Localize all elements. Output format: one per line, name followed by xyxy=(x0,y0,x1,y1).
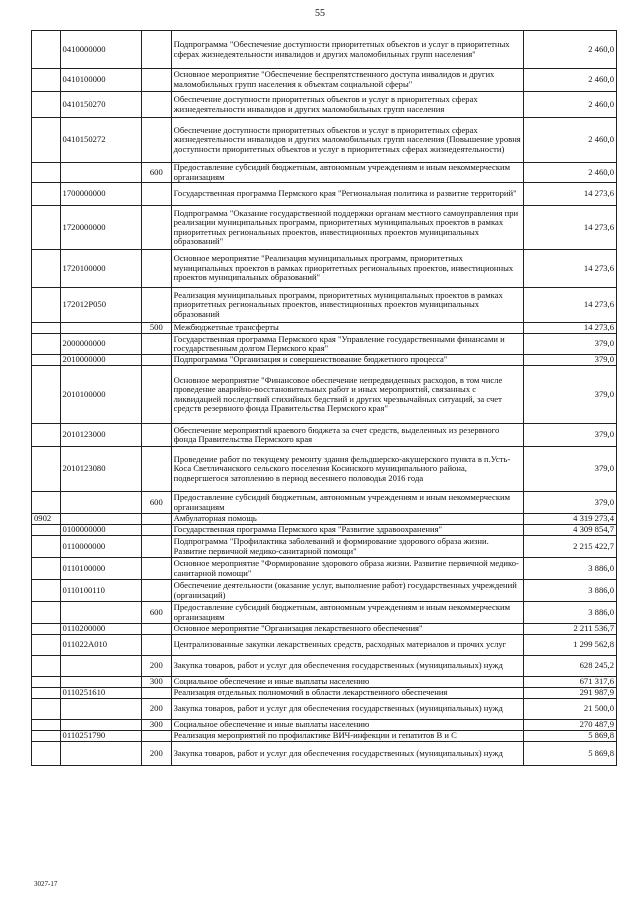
item-name-cell: Подпрограмма "Оказание государственной поддержки органам местного самоуправления при реализации муниципальных программ, приоритетных муниципальных проектов в рамках приоритетных региональных проектов, инвестиционных проектов муниципальных образований" xyxy=(171,206,523,250)
amount-cell: 2 460,0 xyxy=(523,69,616,92)
section-cell xyxy=(32,624,61,635)
section-cell xyxy=(32,366,61,424)
table-row xyxy=(32,355,617,366)
amount-cell: 3 886,0 xyxy=(523,580,616,602)
table-row xyxy=(32,602,617,624)
amount-cell: 14 273,6 xyxy=(523,183,616,206)
target-code-cell xyxy=(60,720,141,731)
expense-type-cell xyxy=(142,447,172,492)
table-row xyxy=(32,742,617,766)
table-row xyxy=(32,731,617,742)
section-cell xyxy=(32,92,61,118)
table-row xyxy=(32,514,617,525)
section-cell xyxy=(32,677,61,688)
target-code-cell: 0410000000 xyxy=(60,31,141,69)
target-code-cell: 0100000000 xyxy=(60,525,141,536)
expense-type-cell xyxy=(142,206,172,250)
table-row xyxy=(32,118,617,163)
section-cell xyxy=(32,288,61,323)
table-row xyxy=(32,69,617,92)
section-cell: 0902 xyxy=(32,514,61,525)
section-cell xyxy=(32,183,61,206)
table-row xyxy=(32,720,617,731)
item-name-cell: Предоставление субсидий бюджетным, автономным учреждениям и иным некоммерческим организациям xyxy=(171,492,523,514)
amount-cell: 2 211 536,7 xyxy=(523,624,616,635)
target-code-cell: 2000000000 xyxy=(60,334,141,355)
expense-type-cell xyxy=(142,731,172,742)
amount-cell: 14 273,6 xyxy=(523,250,616,288)
expense-type-cell xyxy=(142,580,172,602)
table-row xyxy=(32,250,617,288)
item-name-cell: Подпрограмма "Организация и совершенствование бюджетного процесса" xyxy=(171,355,523,366)
section-cell xyxy=(32,656,61,677)
target-code-cell xyxy=(60,677,141,688)
target-code-cell: 2010123080 xyxy=(60,447,141,492)
section-cell xyxy=(32,355,61,366)
amount-cell: 14 273,6 xyxy=(523,323,616,334)
expense-type-cell xyxy=(142,69,172,92)
section-cell xyxy=(32,602,61,624)
item-name-cell: Реализация мероприятий по профилактике ВИЧ-инфекции и гепатитов B и C xyxy=(171,731,523,742)
expense-type-cell xyxy=(142,250,172,288)
budget-table xyxy=(31,30,617,766)
table-row xyxy=(32,31,617,69)
amount-cell: 2 460,0 xyxy=(523,118,616,163)
target-code-cell: 172012P050 xyxy=(60,288,141,323)
item-name-cell: Амбулаторная помощь xyxy=(171,514,523,525)
item-name-cell: Обеспечение деятельности (оказание услуг, выполнение работ) государственных учреждений (организаций) xyxy=(171,580,523,602)
table-row xyxy=(32,536,617,558)
table-row xyxy=(32,334,617,355)
item-name-cell: Подпрограмма "Профилактика заболеваний и формирование здорового образа жизни. Развитие первичной медико-санитарной помощи" xyxy=(171,536,523,558)
expense-type-cell xyxy=(142,514,172,525)
item-name-cell: Государственная программа Пермского края "Региональная политика и развитие территорий" xyxy=(171,183,523,206)
section-cell xyxy=(32,334,61,355)
item-name-cell: Реализация муниципальных программ, приоритетных муниципальных проектов в рамках приоритетных региональных проектов, инвестиционных проектов муниципальных образований xyxy=(171,288,523,323)
expense-type-cell xyxy=(142,635,172,656)
table-row xyxy=(32,656,617,677)
expense-type-cell: 600 xyxy=(142,163,172,183)
item-name-cell: Государственная программа Пермского края "Управление государственными финансами и государственным долгом Пермского края" xyxy=(171,334,523,355)
amount-cell: 5 869,8 xyxy=(523,742,616,766)
expense-type-cell xyxy=(142,536,172,558)
amount-cell: 4 309 854,7 xyxy=(523,525,616,536)
table-row xyxy=(32,183,617,206)
item-name-cell: Социальное обеспечение и иные выплаты населению xyxy=(171,720,523,731)
target-code-cell: 0110100110 xyxy=(60,580,141,602)
target-code-cell: 0110000000 xyxy=(60,536,141,558)
item-name-cell: Государственная программа Пермского края "Развитие здравоохранения" xyxy=(171,525,523,536)
amount-cell: 2 460,0 xyxy=(523,163,616,183)
section-cell xyxy=(32,699,61,720)
target-code-cell: 2010000000 xyxy=(60,355,141,366)
expense-type-cell xyxy=(142,558,172,580)
item-name-cell: Основное мероприятие "Формирование здорового образа жизни. Развитие первичной медико-санитарной помощи" xyxy=(171,558,523,580)
table-row xyxy=(32,688,617,699)
target-code-cell: 0410150270 xyxy=(60,92,141,118)
expense-type-cell xyxy=(142,624,172,635)
expense-type-cell xyxy=(142,31,172,69)
item-name-cell: Основное мероприятие "Организация лекарственного обеспечения" xyxy=(171,624,523,635)
item-name-cell: Реализация отдельных полномочий в области лекарственного обеспечения xyxy=(171,688,523,699)
amount-cell: 379,0 xyxy=(523,492,616,514)
budget-table-body xyxy=(32,31,617,766)
amount-cell: 379,0 xyxy=(523,424,616,447)
table-row xyxy=(32,580,617,602)
section-cell xyxy=(32,492,61,514)
target-code-cell: 1720000000 xyxy=(60,206,141,250)
section-cell xyxy=(32,31,61,69)
item-name-cell: Основное мероприятие "Реализация муниципальных программ, приоритетных муниципальных проектов в рамках приоритетных региональных проектов, инвестиционных проектов муниципальных образований" xyxy=(171,250,523,288)
target-code-cell: 1700000000 xyxy=(60,183,141,206)
section-cell xyxy=(32,323,61,334)
target-code-cell xyxy=(60,656,141,677)
table-row xyxy=(32,558,617,580)
expense-type-cell: 300 xyxy=(142,677,172,688)
table-row xyxy=(32,424,617,447)
section-cell xyxy=(32,206,61,250)
expense-type-cell xyxy=(142,92,172,118)
expense-type-cell xyxy=(142,288,172,323)
table-row xyxy=(32,699,617,720)
item-name-cell: Подпрограмма "Обеспечение доступности приоритетных объектов и услуг в приоритетных сферах жизнедеятельности инвалидов и других маломобильных групп населения" xyxy=(171,31,523,69)
expense-type-cell: 200 xyxy=(142,656,172,677)
table-row xyxy=(32,206,617,250)
target-code-cell: 0410100000 xyxy=(60,69,141,92)
amount-cell: 379,0 xyxy=(523,447,616,492)
target-code-cell: 0110200000 xyxy=(60,624,141,635)
item-name-cell: Закупка товаров, работ и услуг для обеспечения государственных (муниципальных) нужд xyxy=(171,699,523,720)
expense-type-cell: 200 xyxy=(142,699,172,720)
expense-type-cell: 200 xyxy=(142,742,172,766)
target-code-cell: 0410150272 xyxy=(60,118,141,163)
section-cell xyxy=(32,536,61,558)
amount-cell: 2 460,0 xyxy=(523,31,616,69)
target-code-cell: 2010100000 xyxy=(60,366,141,424)
table-row xyxy=(32,525,617,536)
item-name-cell: Основное мероприятие "Обеспечение беспрепятственного доступа инвалидов и других маломобильных групп населения к объектам социальной сферы" xyxy=(171,69,523,92)
section-cell xyxy=(32,731,61,742)
amount-cell: 3 886,0 xyxy=(523,558,616,580)
amount-cell: 2 215 422,7 xyxy=(523,536,616,558)
table-row xyxy=(32,92,617,118)
expense-type-cell xyxy=(142,355,172,366)
amount-cell: 3 886,0 xyxy=(523,602,616,624)
amount-cell: 379,0 xyxy=(523,355,616,366)
table-row xyxy=(32,323,617,334)
expense-type-cell xyxy=(142,183,172,206)
item-name-cell: Проведение работ по текущему ремонту здания фельдшерско-акушерского пункта в п.Усть-Коса Светличанского сельского поселения Косинского муниципального района, подвергшегося затоплению в период весеннего половодья 2016 года xyxy=(171,447,523,492)
amount-cell: 671 317,6 xyxy=(523,677,616,688)
expense-type-cell xyxy=(142,525,172,536)
table-row xyxy=(32,635,617,656)
amount-cell: 14 273,6 xyxy=(523,288,616,323)
table-row xyxy=(32,492,617,514)
amount-cell: 4 319 273,4 xyxy=(523,514,616,525)
section-cell xyxy=(32,742,61,766)
amount-cell: 1 299 562,8 xyxy=(523,635,616,656)
footer-code: 3027-17 xyxy=(34,880,58,888)
expense-type-cell: 600 xyxy=(142,602,172,624)
expense-type-cell xyxy=(142,424,172,447)
section-cell xyxy=(32,525,61,536)
amount-cell: 2 460,0 xyxy=(523,92,616,118)
target-code-cell xyxy=(60,699,141,720)
amount-cell: 14 273,6 xyxy=(523,206,616,250)
target-code-cell xyxy=(60,514,141,525)
section-cell xyxy=(32,720,61,731)
target-code-cell: 0110251790 xyxy=(60,731,141,742)
item-name-cell: Социальное обеспечение и иные выплаты населению xyxy=(171,677,523,688)
section-cell xyxy=(32,580,61,602)
expense-type-cell: 300 xyxy=(142,720,172,731)
target-code-cell xyxy=(60,492,141,514)
table-row xyxy=(32,366,617,424)
item-name-cell: Обеспечение мероприятий краевого бюджета за счет средств, выделенных из резервного фонда Правительства Пермского края xyxy=(171,424,523,447)
expense-type-cell xyxy=(142,688,172,699)
expense-type-cell: 500 xyxy=(142,323,172,334)
table-row xyxy=(32,163,617,183)
section-cell xyxy=(32,69,61,92)
item-name-cell: Предоставление субсидий бюджетным, автономным учреждениям и иным некоммерческим организациям xyxy=(171,163,523,183)
target-code-cell: 1720100000 xyxy=(60,250,141,288)
section-cell xyxy=(32,163,61,183)
expense-type-cell xyxy=(142,334,172,355)
target-code-cell: 0110251610 xyxy=(60,688,141,699)
amount-cell: 21 500,0 xyxy=(523,699,616,720)
page-number: 55 xyxy=(315,8,325,19)
table-row xyxy=(32,624,617,635)
amount-cell: 291 987,9 xyxy=(523,688,616,699)
expense-type-cell xyxy=(142,118,172,163)
amount-cell: 628 245,2 xyxy=(523,656,616,677)
expense-type-cell xyxy=(142,366,172,424)
item-name-cell: Основное мероприятие "Финансовое обеспечение непредвиденных расходов, в том числе проведение аварийно-восстановительных работ и иных мероприятий, связанных с ликвидацией последствий стихийных бедствий и других чрезвычайных ситуаций, за счет средств резервного фонда Правительства Пермского края" xyxy=(171,366,523,424)
section-cell xyxy=(32,250,61,288)
target-code-cell xyxy=(60,602,141,624)
section-cell xyxy=(32,688,61,699)
amount-cell: 270 487,9 xyxy=(523,720,616,731)
expense-type-cell: 600 xyxy=(142,492,172,514)
item-name-cell: Обеспечение доступности приоритетных объектов и услуг в приоритетных сферах жизнедеятельности инвалидов и других маломобильных групп населения (Повышение уровня доступности приоритетных объектов и услуг в приоритетных сферах жизнедеятельности) xyxy=(171,118,523,163)
amount-cell: 5 869,8 xyxy=(523,731,616,742)
target-code-cell xyxy=(60,163,141,183)
section-cell xyxy=(32,635,61,656)
amount-cell: 379,0 xyxy=(523,366,616,424)
target-code-cell: 0110100000 xyxy=(60,558,141,580)
item-name-cell: Предоставление субсидий бюджетным, автономным учреждениям и иным некоммерческим организациям xyxy=(171,602,523,624)
target-code-cell xyxy=(60,323,141,334)
target-code-cell xyxy=(60,742,141,766)
target-code-cell: 2010123000 xyxy=(60,424,141,447)
section-cell xyxy=(32,118,61,163)
section-cell xyxy=(32,447,61,492)
table-row xyxy=(32,288,617,323)
item-name-cell: Межбюджетные трансферты xyxy=(171,323,523,334)
table-row xyxy=(32,447,617,492)
item-name-cell: Закупка товаров, работ и услуг для обеспечения государственных (муниципальных) нужд xyxy=(171,742,523,766)
target-code-cell: 011022А010 xyxy=(60,635,141,656)
item-name-cell: Централизованные закупки лекарственных средств, расходных материалов и прочих услуг xyxy=(171,635,523,656)
amount-cell: 379,0 xyxy=(523,334,616,355)
item-name-cell: Закупка товаров, работ и услуг для обеспечения государственных (муниципальных) нужд xyxy=(171,656,523,677)
section-cell xyxy=(32,424,61,447)
table-row xyxy=(32,677,617,688)
item-name-cell: Обеспечение доступности приоритетных объектов и услуг в приоритетных сферах жизнедеятельности инвалидов и других маломобильных групп населения xyxy=(171,92,523,118)
section-cell xyxy=(32,558,61,580)
